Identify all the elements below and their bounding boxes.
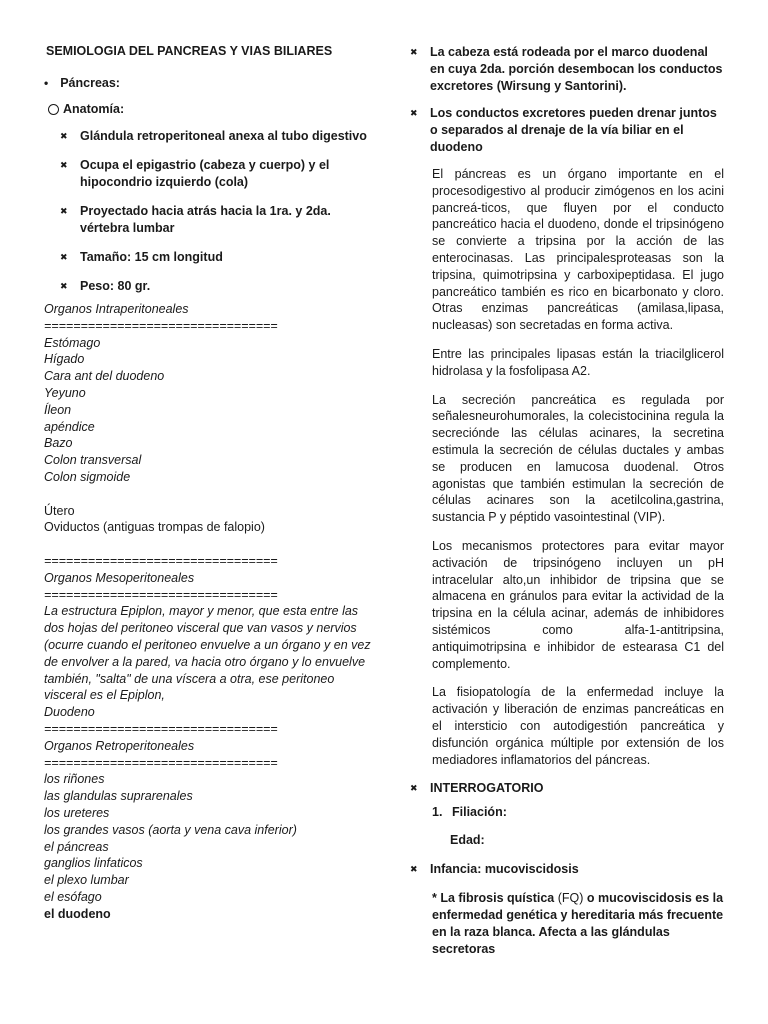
list-item: ✖ Ocupa el epigastrio (cabeza y cuerpo) y el hipocondrio izquierdo (cola) bbox=[60, 158, 330, 189]
retro-item: los grandes vasos (aorta y vena cava inferior) bbox=[44, 822, 297, 837]
retro-item: los riñones bbox=[44, 772, 105, 787]
oviductos-text: Oviductos (antiguas trompas de falopio) bbox=[44, 520, 265, 535]
filiacion-item bbox=[432, 805, 724, 819]
cross-bullet-icon: ✖ bbox=[60, 160, 68, 170]
bullet-dot-icon: • bbox=[44, 76, 49, 90]
intra-item: Estómago bbox=[44, 335, 101, 350]
intra-item: Cara ant del duodeno bbox=[44, 369, 165, 384]
interrogatorio-label: INTERROGATORIO bbox=[430, 781, 544, 796]
infancia-label: Infancia: mucoviscidosis bbox=[430, 862, 579, 877]
filiacion-number: 1. bbox=[432, 805, 443, 820]
intra-item: apéndice bbox=[44, 419, 95, 434]
circle-bullet-icon bbox=[48, 104, 59, 115]
meso-heading: Organos Mesoperitoneales bbox=[44, 570, 195, 585]
retro-item: los ureteres bbox=[44, 805, 110, 820]
infancia-list bbox=[410, 861, 724, 878]
list-item: ✖ Peso: 80 gr. bbox=[60, 279, 151, 293]
list-item: ✖ Los conductos excretores pueden drenar juntos o separados al drenaje de la vía biliar en el duodeno bbox=[410, 106, 717, 154]
retro-item-last: el duodeno bbox=[44, 906, 111, 921]
intra-heading: Organos Intraperitoneales bbox=[44, 302, 189, 316]
retro-item: ganglios linfaticos bbox=[44, 856, 143, 871]
paragraph: Entre las principales lipasas están la triacilglicerol hidrolasa y la fosfolipasa A2. bbox=[432, 346, 724, 378]
cross-bullet-icon: ✖ bbox=[410, 47, 418, 57]
pancreas-label: Páncreas: bbox=[60, 76, 120, 90]
page-title: SEMIOLOGIA DEL PANCREAS Y VIAS BILIARES bbox=[46, 44, 333, 58]
right-bullets bbox=[410, 44, 724, 156]
retro-item: el esófago bbox=[44, 889, 102, 904]
meso-duodeno: Duodeno bbox=[44, 705, 95, 720]
left-column bbox=[44, 44, 374, 922]
interrogatorio-list bbox=[410, 780, 724, 797]
edad-label: Edad: bbox=[450, 833, 485, 848]
pancreas-heading bbox=[44, 76, 374, 90]
anatomia-list bbox=[60, 128, 374, 295]
paragraph: La fisiopatología de la enfermedad incluye la activación y liberación de enzimas pancreáticas en el intersticio con autodigestión pancreática y disfunción orgánica múltiple por extensión de los mediadores inflamatorios del páncreas. bbox=[432, 685, 724, 767]
filiacion-label: Filiación: bbox=[452, 805, 507, 820]
separator: ================================ bbox=[44, 755, 278, 770]
intra-item: Bazo bbox=[44, 436, 73, 451]
list-item: ✖ Glándula retroperitoneal anexa al tubo digestivo bbox=[60, 129, 367, 143]
anatomia-heading bbox=[48, 102, 374, 116]
right-column bbox=[410, 44, 724, 958]
retro-heading: Organos Retroperitoneales bbox=[44, 738, 195, 753]
intra-item: Colon sigmoide bbox=[44, 469, 131, 484]
list-item bbox=[410, 780, 724, 797]
list-item: ✖ Tamaño: 15 cm longitud bbox=[60, 250, 223, 264]
cross-bullet-icon: ✖ bbox=[410, 783, 418, 794]
cross-bullet-icon: ✖ bbox=[60, 281, 68, 291]
intra-item: Hígado bbox=[44, 352, 85, 367]
intra-item: Yeyuno bbox=[44, 385, 86, 400]
separator: ================================ bbox=[44, 553, 278, 568]
separator: ================================ bbox=[44, 587, 278, 602]
list-item: ✖ La cabeza está rodeada por el marco duodenal en cuya 2da. porción desembocan los conductos excretores (Wirsung y Santorini). bbox=[410, 45, 723, 93]
separator: ================================ bbox=[44, 318, 278, 333]
anatomia-label: Anatomía: bbox=[63, 102, 125, 116]
separator: ================================ bbox=[44, 721, 278, 736]
retro-item: las glandulas suprarenales bbox=[44, 789, 193, 804]
cross-bullet-icon: ✖ bbox=[60, 206, 68, 216]
list-item: ✖ Proyectado hacia atrás hacia la 1ra. y 2da. vértebra lumbar bbox=[60, 204, 331, 235]
intra-item: Íleon bbox=[44, 402, 72, 417]
cross-bullet-icon: ✖ bbox=[60, 252, 68, 262]
fq-paragraph: * La fibrosis quística (FQ) o mucoviscidosis es la enfermedad genética y hereditaria más frecuente en la raza blanca. Afecta a las glándulas secretoras bbox=[432, 891, 724, 957]
retro-item: el páncreas bbox=[44, 839, 109, 854]
cross-bullet-icon: ✖ bbox=[410, 864, 418, 875]
retro-item: el plexo lumbar bbox=[44, 873, 129, 888]
meso-text: La estructura Epiplon, mayor y menor, que esta entre las dos hojas del peritoneo visceral que van vasos y nervios (ocurre cuando el peritoneo envuelve a un órgano y en vez de envolver a la pared, va hacia otro órgano y lo envuelve también, "salta" de una víscera a otra, ese peritoneo visceral es el Epiplon, bbox=[44, 604, 371, 703]
list-item bbox=[410, 861, 724, 878]
intra-item: Colon transversal bbox=[44, 453, 142, 468]
paragraph: El páncreas es un órgano importante en el procesodigestivo al producir zimógenos en los acini pancreá-ticos, que fluyen por el conducto pancreático hacia el duodeno, donde el tripsinógeno se convierte a tripsina por la acción de las enterocinasas. Las principalesproteasas son la tripsina, quimotripsina y carboxipeptidasa. El jugo pancreático también es rico en bicarbonato y cloro. Otras enzimas pancreáticas (amilasa,lipasa, nucleasas) son secretadas en forma activa. bbox=[432, 167, 724, 333]
utero-text: Útero bbox=[44, 503, 75, 518]
cross-bullet-icon: ✖ bbox=[60, 131, 68, 141]
paragraph: Los mecanismos protectores para evitar mayor activación de tripsinógeno incluyen un pH intracelular alto,un inhibidor de tripsina que se almacena en gránulos para evitar la actividad de la tripsina en la célula acinar, además de inhibidores sistémicos como alfa-1-antitripsina, antiquimotripsina e inhibidor de estearasa C1 del complemento. bbox=[432, 538, 724, 671]
paragraph: La secreción pancreática es regulada por señalesneurohumorales, la colecistocinina regula la secreciónde las células acinares, la secretina estimula la secreción de células ductales y ambas se producen en lamucosa duodenal. Otros agonistas que también estimulan la secreción de células acinares son la acetilcolina,gastrina, sustancia P y péptido vasointestinal (VIP). bbox=[432, 392, 724, 525]
cross-bullet-icon: ✖ bbox=[410, 108, 418, 118]
